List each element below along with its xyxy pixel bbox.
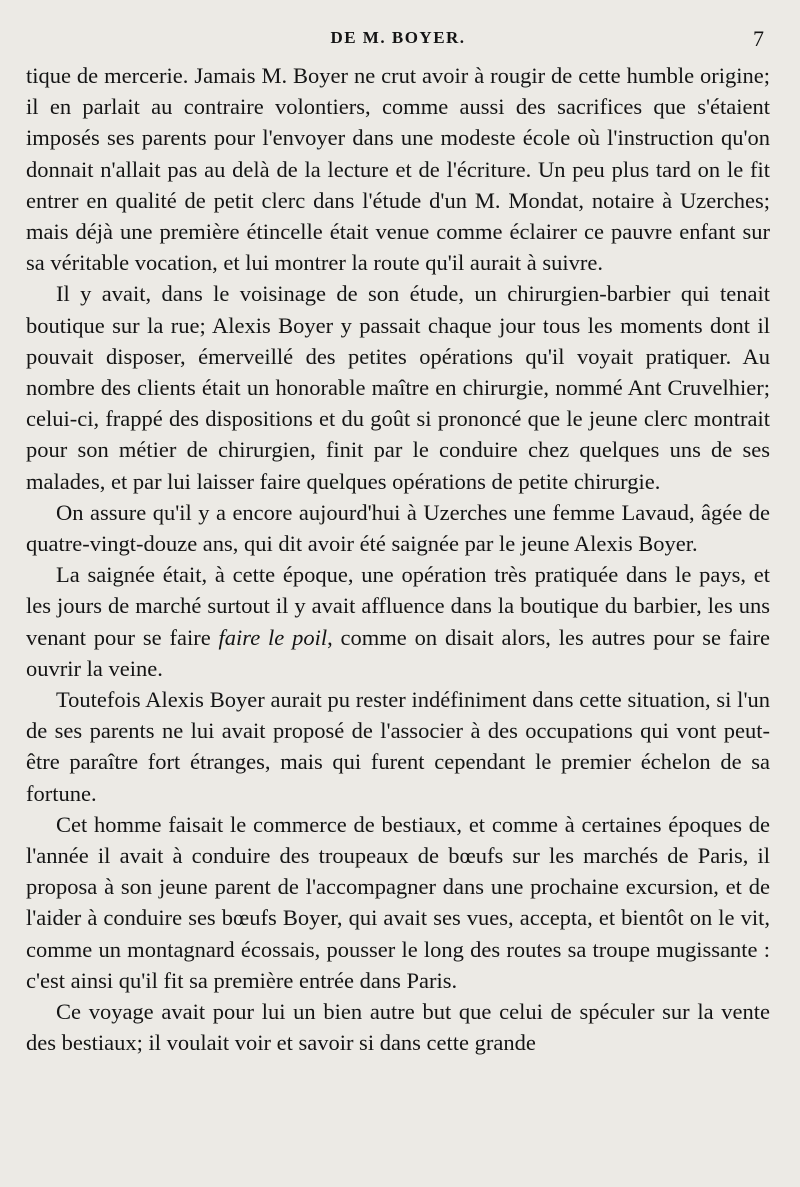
paragraph bbox=[26, 684, 770, 809]
paragraph-text: On assure qu'il y a encore aujourd'hui à Uzerches une femme Lavaud, âgée de quatre-vingt-douze ans, qui dit avoir été saignée par le jeune Alexis Boyer. bbox=[26, 499, 770, 557]
paragraph bbox=[26, 60, 770, 278]
italic-phrase: faire le poil bbox=[218, 624, 328, 650]
paragraph bbox=[26, 497, 770, 559]
page-number: 7 bbox=[753, 26, 764, 51]
paragraph bbox=[26, 996, 770, 1058]
page-header bbox=[26, 20, 770, 60]
running-head: DE M. BOYER. bbox=[330, 28, 466, 47]
paragraph bbox=[26, 809, 770, 996]
paragraph-text: Cet homme faisait le commerce de bestiaux, et comme à certaines époques de l'année il avait à conduire des troupeaux de bœufs sur les marchés de Paris, il proposa à son jeune parent de l'accompagner dans une prochaine excursion, et de l'aider à conduire ses bœufs Boyer, qui avait ses vues, accepta, et bientôt on le vit, comme un montagnard écossais, pousser le long des routes sa troupe mugissante : c'est ainsi qu'il fit sa première entrée dans Paris. bbox=[26, 811, 770, 993]
paragraph-text: Toutefois Alexis Boyer aurait pu rester indéfiniment dans cette situation, si l'un de ses parents ne lui avait proposé de l'associer à des occupations qui vont peut-être paraître fort étranges, mais qui furent cependant le premier échelon de sa fortune. bbox=[26, 687, 770, 806]
paragraph-text: Il y avait, dans le voisinage de son étude, un chirurgien-barbier qui tenait boutique sur la rue; Alexis Boyer y passait chaque jour tous les moments dont il pouvait disposer, émerveillé des petites opérations qu'il voyait pratiquer. Au nombre des clients était un honorable maître en chirurgie, nommé Ant Cruvelhier; celui-ci, frappé des dispositions et du goût si prononcé que le jeune clerc montrait pour son métier de chirurgien, finit par le conduire chez quelques uns de ses malades, et par lui laisser faire quelques opérations de petite chirurgie. bbox=[26, 281, 770, 494]
paragraph-text: tique de mercerie. Jamais M. Boyer ne crut avoir à rougir de cette humble origine; il en parlait au contraire volontiers, comme aussi des sacrifices que s'étaient imposés ses parents pour l'envoyer dans une modeste école où l'instruction qu'on donnait n'allait pas au delà de la lecture et de l'écriture. Un peu plus tard on le fit entrer en qualité de petit clerc dans l'étude d'un M. Mondat, notaire à Uzerches; mais déjà une première étincelle était venue comme éclairer ce pauvre enfant sur sa véritable vocation, et lui montrer la route qu'il aurait à suivre. bbox=[26, 63, 770, 276]
paragraph-text: Ce voyage avait pour lui un bien autre but que celui de spéculer sur la vente des bestiaux; il voulait voir et savoir si dans cette grande bbox=[26, 999, 770, 1056]
paragraph-text: La saignée était, à cette époque, une opération très pratiquée dans le pays, et les jours de marché surtout il y avait affluence dans la boutique du barbier, les uns venant pour se faire bbox=[26, 562, 770, 650]
paragraph bbox=[26, 278, 770, 496]
body-text bbox=[26, 60, 770, 1059]
paragraph-text: , comme on disait alors, les autres pour se faire ouvrir la veine. bbox=[26, 624, 770, 681]
paragraph bbox=[26, 559, 770, 684]
